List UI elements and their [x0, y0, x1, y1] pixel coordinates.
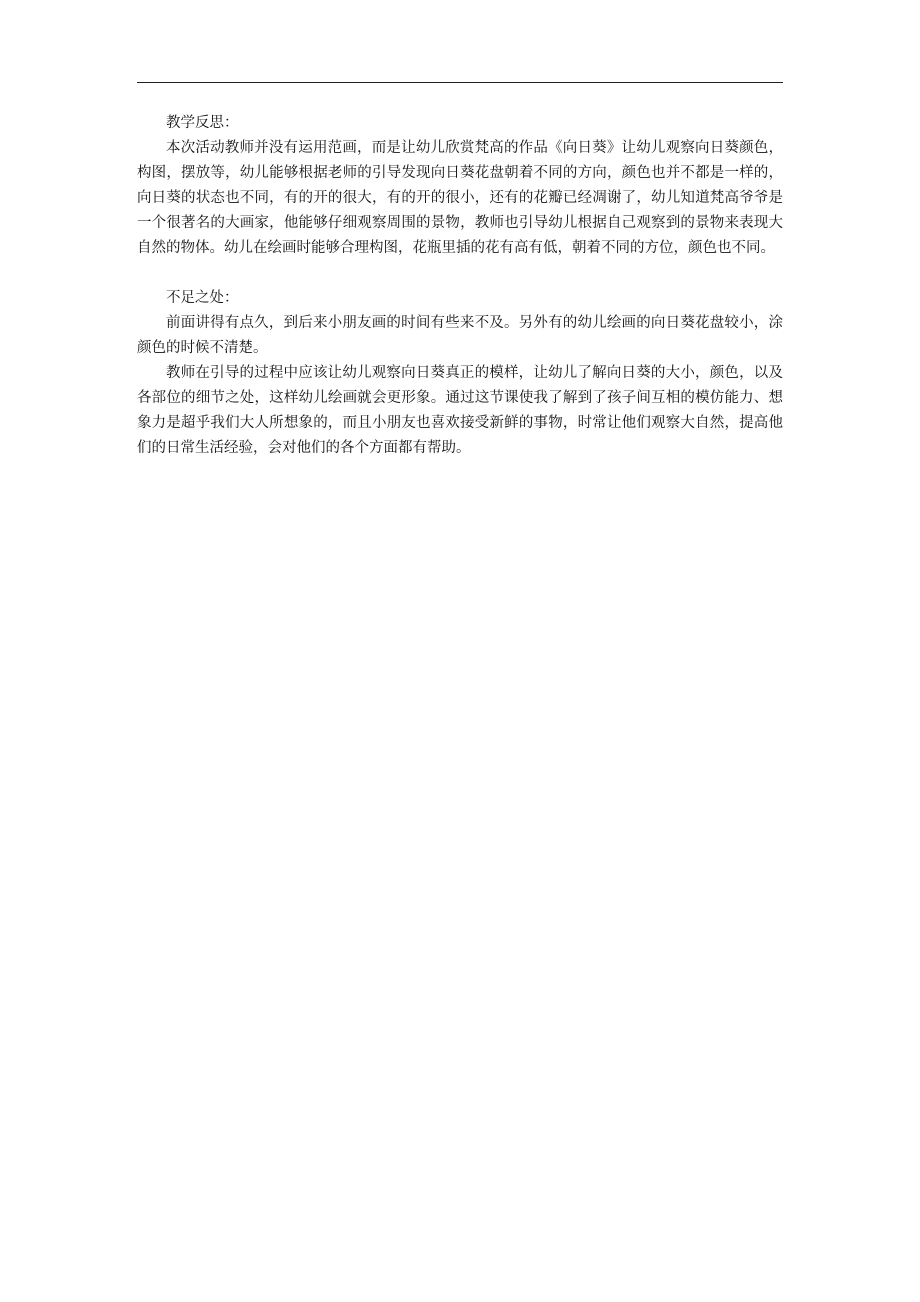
section-spacer — [137, 261, 783, 286]
shortcomings-paragraph-2: 教师在引导的过程中应该让幼儿观察向日葵真正的模样，让幼儿了解向日葵的大小，颜色，以及各部位的细节之处，这样幼儿绘画就会更形象。通过这节课使我了解到了孩子间互相的模仿能力、想象力是超乎我们大人所想象的，而且小朋友也喜欢接受新鲜的事物，时常让他们观察大自然，提高他们的日常生活经验，会对他们的各个方面都有帮助。 — [137, 365, 783, 456]
shortcomings-paragraph-1: 前面讲得有点久，到后来小朋友画的时间有些来不及。另外有的幼儿绘画的向日葵花盘较小，涂颜色的时候不清楚。 — [137, 315, 783, 356]
document-body — [137, 111, 783, 461]
header-rule — [137, 82, 783, 83]
reflection-paragraph: 本次活动教师并没有运用范画，而是让幼儿欣赏梵高的作品《向日葵》让幼儿观察向日葵颜色，构图，摆放等，幼儿能够根据老师的引导发现向日葵花盘朝着不同的方向，颜色也并不都是一样的，向日葵的状态也不同，有的开的很大，有的开的很小，还有的花瓣已经凋谢了，幼儿知道梵高爷爷是一个很著名的大画家，他能够仔细观察周围的景物，教师也引导幼儿根据自己观察到的景物来表现大自然的物体。幼儿在绘画时能够合理构图，花瓶里插的花有高有低，朝着不同的方位，颜色也不同。 — [137, 140, 783, 256]
section-heading-shortcomings: 不足之处： — [166, 290, 239, 306]
section-heading-reflection: 教学反思： — [166, 115, 239, 131]
